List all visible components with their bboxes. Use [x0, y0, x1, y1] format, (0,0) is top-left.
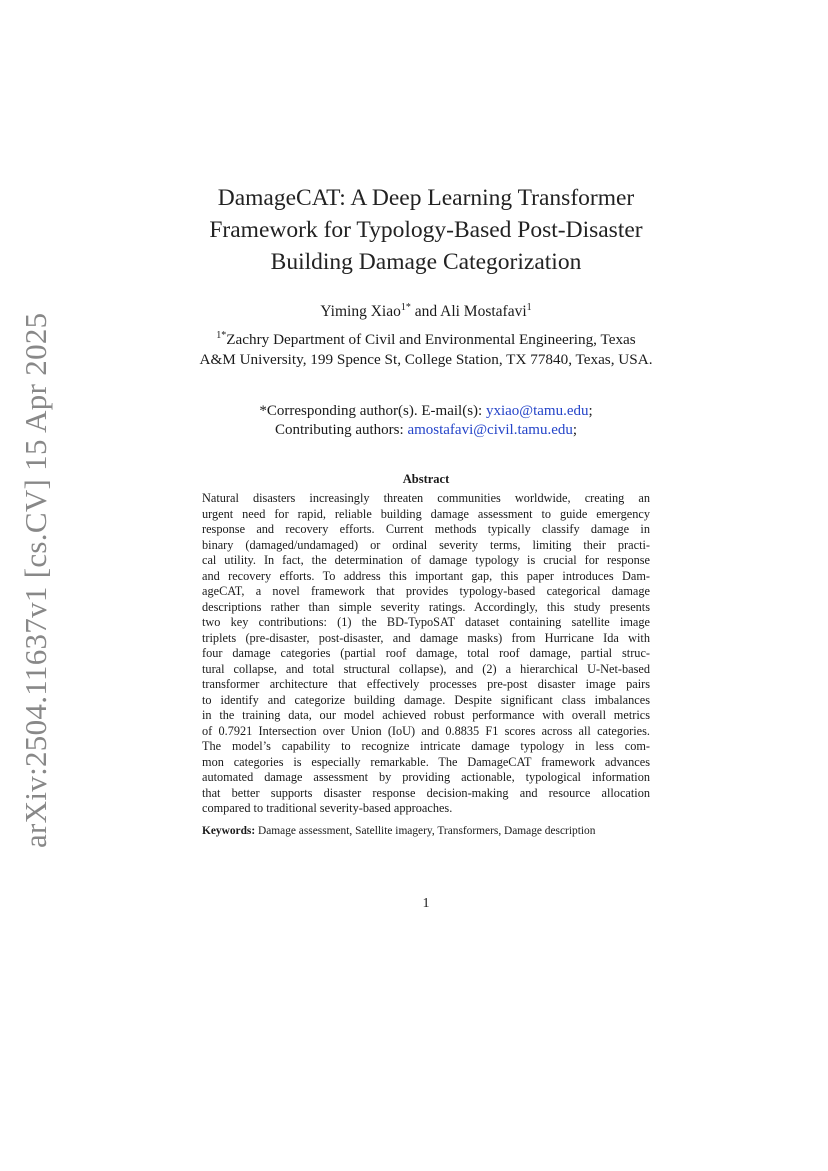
punctuation: ; [572, 422, 578, 438]
author-affiliation-marker: 1* [400, 302, 411, 313]
abstract-line: binary (damaged/undamaged) or ordinal severity terms, limiting their practi- [202, 537, 650, 552]
affiliation-line [150, 330, 702, 350]
abstract-line: urgent need for rapid, reliable building damage assessment to guide emergency [202, 506, 650, 521]
affiliation [150, 330, 702, 370]
contact-info [150, 402, 702, 440]
punctuation: ; [588, 403, 593, 419]
abstract-line: four damage categories (partial roof damage, total roof damage, partial struc- [202, 646, 650, 660]
abstract-line: compared to traditional severity-based approaches. [202, 801, 453, 815]
keywords-label: Keywords: [202, 825, 256, 837]
keywords-text: Damage assessment, Satellite imagery, Transformers, Damage description [255, 825, 596, 837]
paper-title [150, 182, 702, 278]
contributing-label: Contributing authors: [274, 422, 408, 438]
abstract-body [202, 491, 650, 817]
abstract-line: descriptions rather than simple severity ratings. Accordingly, this study presents [202, 599, 650, 614]
title-line: Building Damage Categorization [270, 249, 582, 275]
author-list [150, 302, 702, 322]
abstract-line: Natural disasters increasingly threaten communities worldwide, creating an [202, 491, 650, 505]
title-line: DamageCAT: A Deep Learning Transformer [217, 185, 635, 211]
abstract-line: of 0.7921 Intersection over Union (IoU) and 0.8835 F1 scores across all categories. [202, 723, 650, 738]
abstract-line: that better supports disaster response decision-making and resource allocation [202, 785, 650, 800]
contributing-email-link[interactable]: amostafavi@civil.tamu.edu [407, 422, 573, 438]
corresponding-email-link[interactable]: yxiao@tamu.edu [485, 403, 589, 419]
abstract-line: two key contributions: (1) the BD-TypoSAT dataset containing satellite image [202, 615, 650, 629]
corresponding-author-line [150, 402, 702, 421]
abstract-line: cal utility. In fact, the determination of damage typology is crucial for response [202, 553, 650, 567]
abstract-line: transformer architecture that effectively processes pre-post disaster image pairs [202, 677, 650, 691]
abstract-line: and recovery efforts. To address this important gap, this paper introduces Dam- [202, 568, 650, 583]
abstract-heading: Abstract [402, 472, 450, 486]
abstract-line: tural collapse, and total structural collapse), and (2) a hierarchical U-Net-based [202, 661, 650, 676]
contributing-authors-line [150, 421, 702, 440]
abstract-line: to identify and categorize building damage. Despite significant class imbalances [202, 692, 650, 707]
title-line: Framework for Typology-Based Post-Disaster [209, 217, 643, 243]
page-number: 1 [422, 896, 430, 911]
author-affiliation-marker: 1 [526, 302, 532, 313]
arxiv-identifier: arXiv:2504.11637v1 [cs.CV] 15 Apr 2025 [18, 312, 53, 848]
abstract-line: in the training data, our model achieved robust performance with overall metrics [202, 708, 650, 722]
abstract-line: response and recovery efforts. Current methods typically classify damage in [202, 522, 650, 536]
affiliation-text: Zachry Department of Civil and Environmental Engineering, Texas [226, 331, 636, 348]
affiliation-line: A&M University, 199 Spence St, College Station, TX 77840, Texas, USA. [199, 351, 653, 368]
abstract-line: The model’s capability to recognize intricate damage typology in less com- [202, 739, 650, 753]
abstract-line: mon categories is especially remarkable. The DamageCAT framework advances [202, 754, 650, 769]
abstract-line: automated damage assessment by providing actionable, typological information [202, 770, 650, 784]
author-name: Yiming Xiao [320, 303, 401, 320]
author-name: Ali Mostafavi [440, 303, 527, 320]
abstract-line: triplets (pre-disaster, post-disaster, and damage masks) from Hurricane Ida with [202, 630, 650, 645]
corresponding-label: *Corresponding author(s). E-mail(s): [259, 403, 486, 419]
author-conjunction: and [410, 303, 441, 320]
keywords [202, 824, 652, 839]
abstract-line: ageCAT, a novel framework that provides typology-based categorical damage [202, 584, 650, 598]
affiliation-marker: 1* [216, 330, 227, 341]
